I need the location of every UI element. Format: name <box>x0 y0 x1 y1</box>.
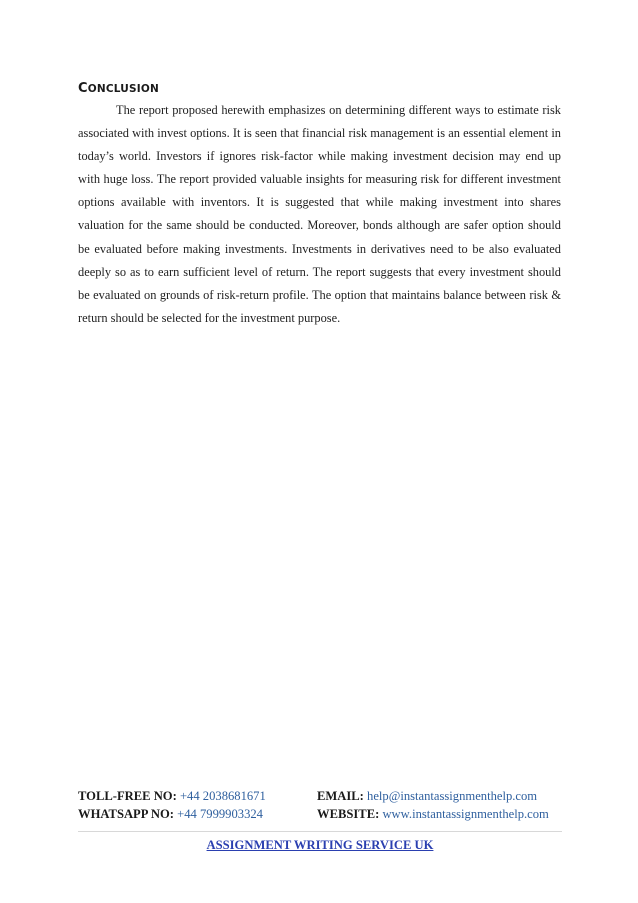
heading-initial: C <box>78 81 88 96</box>
footer-divider <box>78 831 562 832</box>
email-link[interactable]: help@instantassignmenthelp.com <box>367 789 538 803</box>
tollfree-label: TOLL-FREE NO: <box>78 789 177 803</box>
service-link[interactable]: ASSIGNMENT WRITING SERVICE UK <box>206 838 434 852</box>
email-label: EMAIL: <box>317 789 364 803</box>
footer-row-1 <box>78 787 568 805</box>
email-entry <box>317 787 537 805</box>
tollfree-entry <box>78 787 317 805</box>
whatsapp-label: WHATSAPP NO: <box>78 807 174 821</box>
footer-row-2 <box>78 805 568 823</box>
tollfree-number[interactable]: +44 2038681671 <box>179 789 266 803</box>
whatsapp-entry <box>78 805 317 823</box>
website-label: WEBSITE: <box>317 807 380 821</box>
website-link[interactable]: www.instantassignmenthelp.com <box>382 807 549 821</box>
section-heading <box>78 77 159 96</box>
whatsapp-number[interactable]: +44 7999903324 <box>177 807 263 821</box>
conclusion-paragraph: The report proposed herewith emphasizes on determining different ways to estimate risk associated with invest options. It is seen that financial risk management is an essential element in today’s world. Investors if ignores risk-factor while making investment decision may end up with huge loss. The report provided valuable insights for measuring risk for different investment options available with inventors. It is suggested that while making investment into shares valuation for the same should be conducted. Moreover, bonds although are safer option should be evaluated before making investments. Investments in derivatives need to be also evaluated deeply so as to earn sufficient level of return. The report suggests that every investment should be evaluated on grounds of risk-return profile. The option that maintains balance between risk & return should be selected for the investment purpose. <box>78 103 561 325</box>
heading-rest: ONCLUSION <box>87 83 159 95</box>
website-entry <box>317 805 549 823</box>
footer-contacts <box>78 787 568 823</box>
